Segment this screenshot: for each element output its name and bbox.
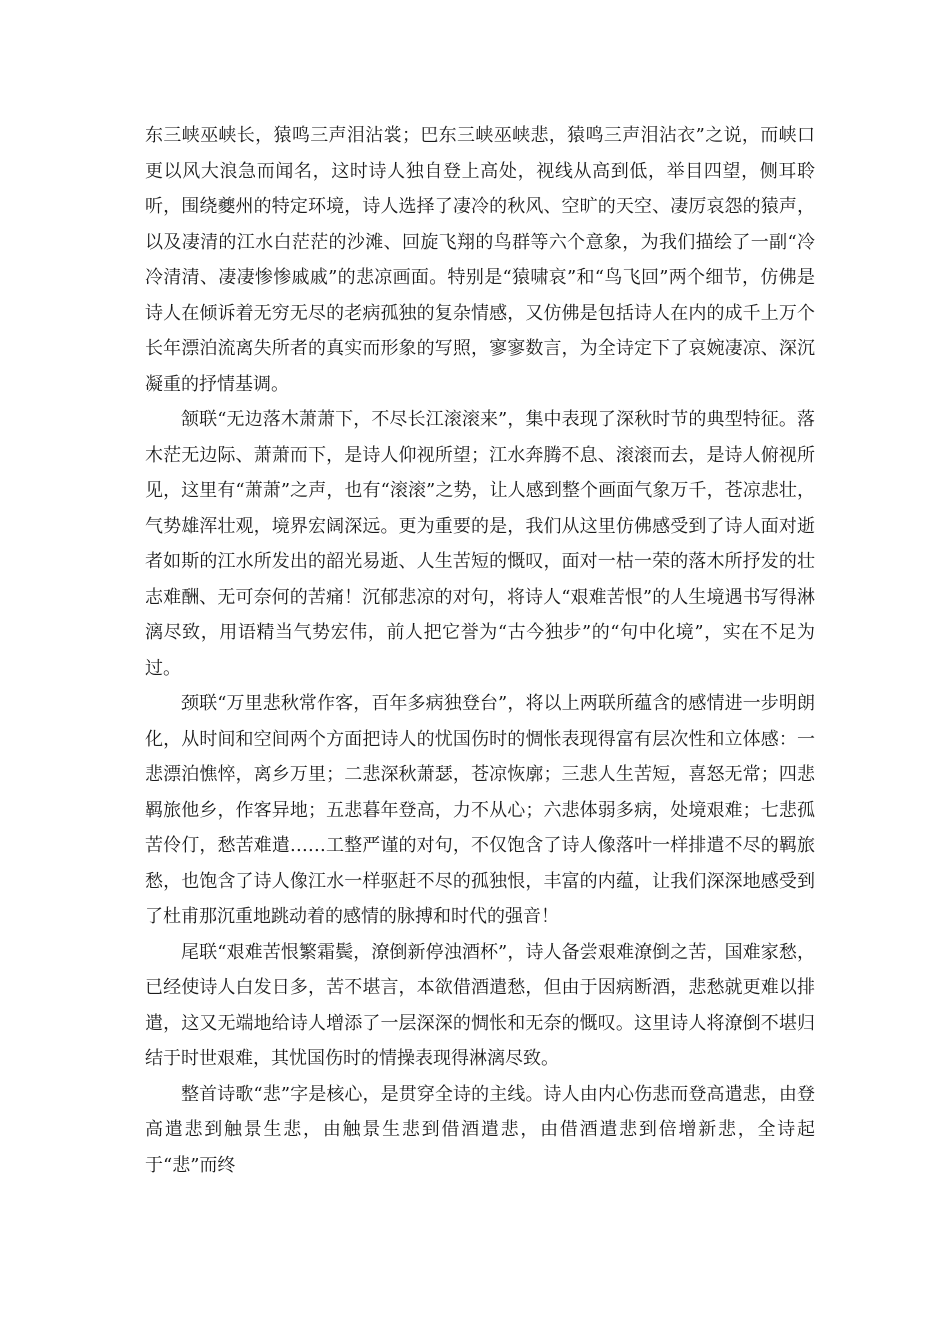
paragraph-final-couplet: 尾联“艰难苦恨繁霜鬓，潦倒新停浊酒杯”，诗人备尝艰难潦倒之苦，国难家愁，已经使诗人白发日多，苦不堪言，本欲借酒遣愁，但由于因病断酒，悲愁就更难以排遣，这又无端地给诗人增添了一层深深的惆怅和无奈的慨叹。这里诗人将潦倒不堪归结于时世艰难，其忧国伤时的情操表现得淋漓尽致。 <box>145 941 815 1069</box>
document-body <box>145 118 815 1183</box>
paragraph-summary: 整首诗歌“悲”字是核心，是贯穿全诗的主线。诗人由内心伤悲而登高遣悲，由登高遣悲到触景生悲，由触景生悲到借酒遣悲，由借酒遣悲到倍增新悲，全诗起于“悲”而终 <box>145 1083 815 1176</box>
paragraph-continued-opening: 东三峡巫峡长，猿鸣三声泪沾裳；巴东三峡巫峡悲，猿鸣三声泪沾衣”之说，而峡口更以风大浪急而闻名，这时诗人独自登上高处，视线从高到低，举目四望，侧耳聆听，围绕夔州的特定环境，诗人选择了凄冷的秋风、空旷的天空、凄厉哀怨的猿声，以及凄清的江水白茫茫的沙滩、回旋飞翔的鸟群等六个意象，为我们描绘了一副“冷冷清清、凄凄惨惨戚戚”的悲凉画面。特别是“猿啸哀”和“鸟飞回”两个细节，仿佛是诗人在倾诉着无穷无尽的老病孤独的复杂情感，又仿佛是包括诗人在内的成千上万个长年漂泊流离失所者的真实而形象的写照，寥寥数言，为全诗定下了哀婉凄凉、深沉凝重的抒情基调。 <box>145 125 815 395</box>
paragraph-third-couplet: 颈联“万里悲秋常作客，百年多病独登台”，将以上两联所蕴含的感情进一步明朗化，从时间和空间两个方面把诗人的忧国伤时的惆怅表现得富有层次性和立体感：一悲漂泊憔悴，离乡万里；二悲深秋萧瑟，苍凉恢廓；三悲人生苦短，喜怒无常；四悲羁旅他乡，作客异地；五悲暮年登高，力不从心；六悲体弱多病，处境艰难；七悲孤苦伶仃，愁苦难遣……工整严谨的对句，不仅饱含了诗人像落叶一样排遣不尽的羁旅愁，也饱含了诗人像江水一样驱赶不尽的孤独恨，丰富的内蕴，让我们深深地感受到了杜甫那沉重地跳动着的感情的脉搏和时代的强音！ <box>145 693 815 927</box>
paragraph-second-couplet: 颔联“无边落木萧萧下，不尽长江滚滚来”，集中表现了深秋时节的典型特征。落木茫无边际、萧萧而下，是诗人仰视所望；江水奔腾不息、滚滚而去，是诗人俯视所见，这里有“萧萧”之声，也有“滚滚”之势，让人感到整个画面气象万千，苍凉悲壮，气势雄浑壮观，境界宏阔深远。更为重要的是，我们从这里仿佛感受到了诗人面对逝者如斯的江水所发出的韶光易逝、人生苦短的慨叹，面对一枯一荣的落木所抒发的壮志难酬、无可奈何的苦痛！沉郁悲凉的对句，将诗人“艰难苦恨”的人生境遇书写得淋漓尽致，用语精当气势宏伟，前人把它誉为“古今独步”的“句中化境”，实在不足为过。 <box>145 409 815 679</box>
